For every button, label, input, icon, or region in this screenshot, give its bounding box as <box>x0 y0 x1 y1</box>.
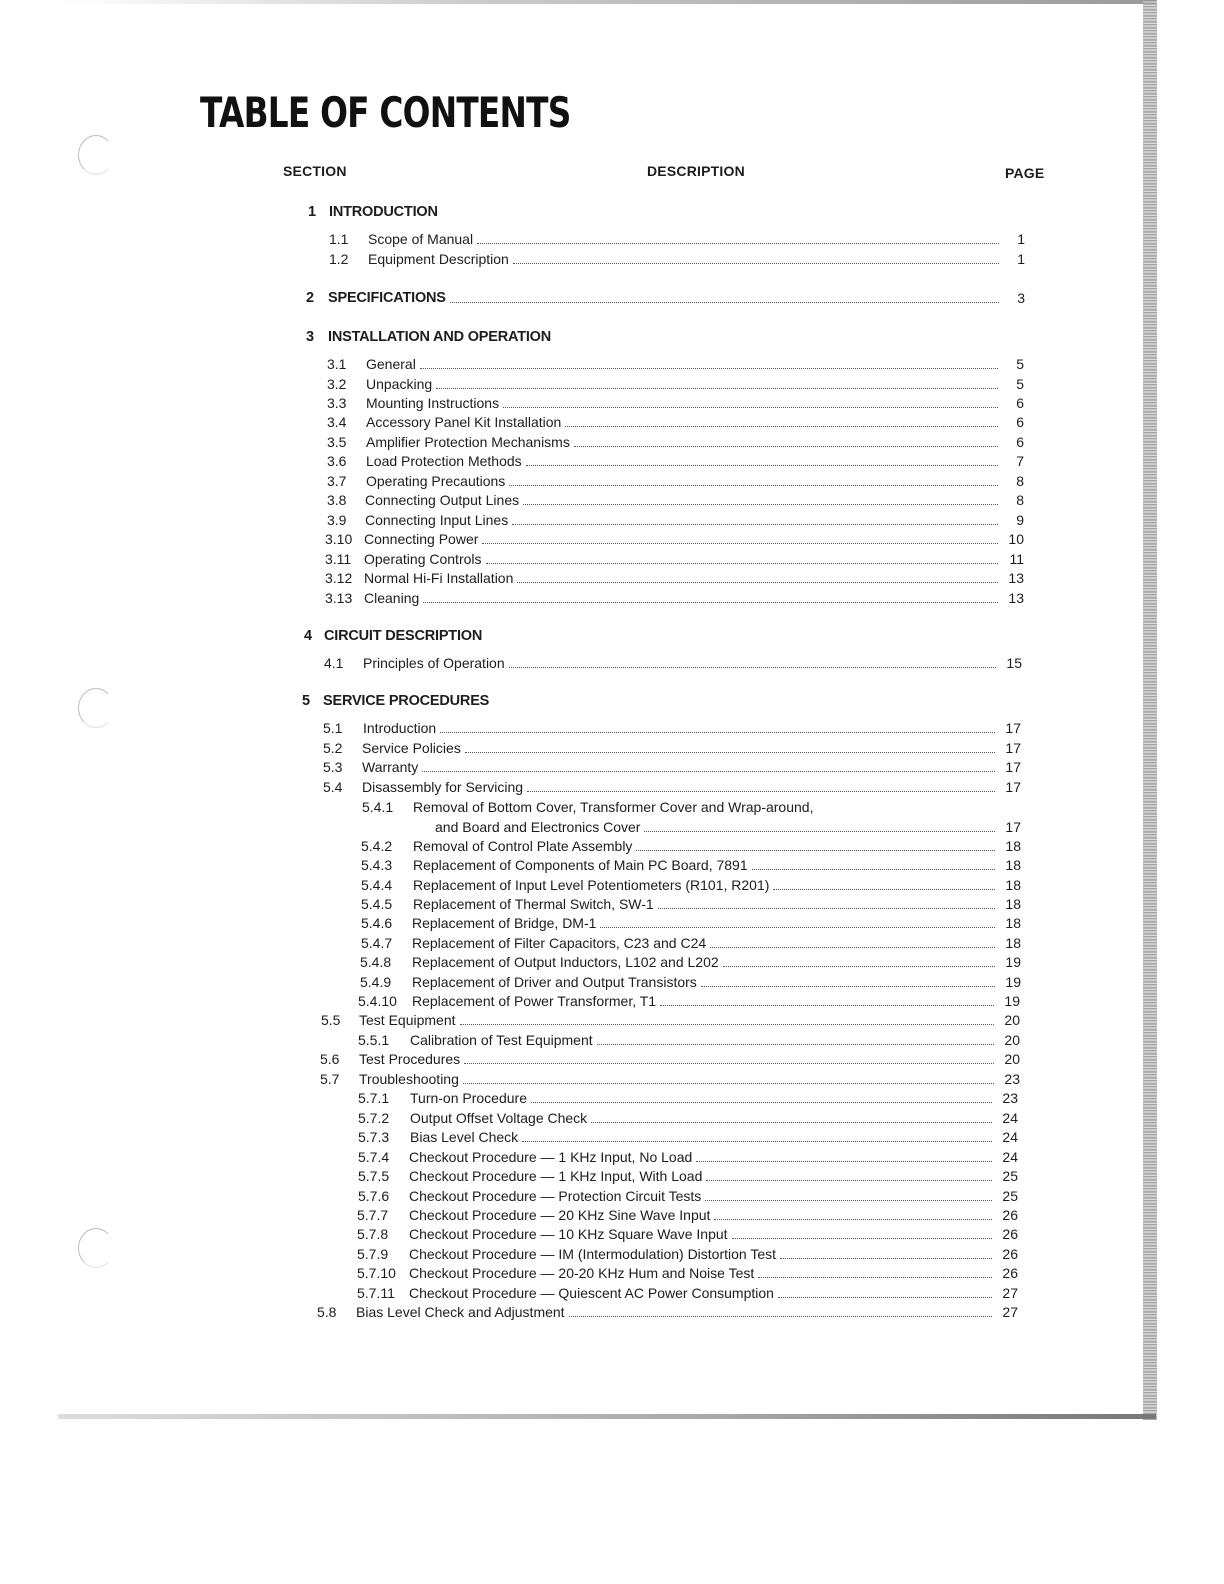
toc-entry-row <box>358 990 1020 1010</box>
toc-entry-page: 9 <box>1016 512 1024 528</box>
toc-entry-row <box>358 1126 1018 1146</box>
toc-entry-number: 5 <box>302 693 310 709</box>
toc-entry-number: 5.4.4 <box>361 877 393 893</box>
dot-leader <box>512 524 998 525</box>
toc-entry-number: 3.3 <box>327 395 347 411</box>
toc-entry-page: 18 <box>1005 877 1021 893</box>
dot-leader <box>597 1044 994 1045</box>
toc-entry-number: 5.5.1 <box>358 1032 390 1048</box>
toc-entry-label: Checkout Procedure — 1 KHz Input, With Load <box>409 1168 703 1184</box>
toc-entry-label: SPECIFICATIONS <box>328 290 446 306</box>
toc-entry-row <box>323 756 1021 776</box>
toc-entry-number: 5.4.5 <box>361 896 393 912</box>
dot-leader <box>517 582 998 583</box>
dot-leader <box>705 1200 992 1201</box>
toc-entry-number: 5.7.2 <box>358 1110 390 1126</box>
toc-entry-page: 17 <box>1005 740 1021 756</box>
toc-entry-row <box>323 717 1021 737</box>
toc-entry-page: 19 <box>1005 954 1021 970</box>
toc-entry-label: Replacement of Thermal Switch, SW-1 <box>413 896 654 912</box>
toc-section-row <box>306 287 1025 307</box>
toc-entry-label: Service Policies <box>362 740 461 756</box>
toc-entry-label: Warranty <box>362 759 419 775</box>
toc-entry-label: INTRODUCTION <box>329 204 438 220</box>
toc-entry-page: 18 <box>1005 838 1021 854</box>
toc-entry-label: Checkout Procedure — Protection Circuit Tests <box>409 1188 702 1204</box>
toc-entry-label: Checkout Procedure — 20-20 KHz Hum and Noise Test <box>409 1265 755 1281</box>
header-section: SECTION <box>283 163 347 179</box>
toc-entry-page: 5 <box>1016 376 1024 392</box>
toc-entry-page: 26 <box>1002 1226 1018 1242</box>
toc-entry-label: Amplifier Protection Mechanisms <box>366 434 570 450</box>
toc-entry-label: Replacement of Output Inductors, L102 and L202 <box>412 954 719 970</box>
toc-entry-row <box>357 1223 1018 1243</box>
page-title: TABLE OF CONTENTS <box>200 88 571 137</box>
toc-entry-number: 5.7.8 <box>357 1226 389 1242</box>
toc-entry-label: Accessory Panel Kit Installation <box>366 414 562 430</box>
toc-entry-label: Normal Hi-Fi Installation <box>364 570 514 586</box>
toc-entry-page: 26 <box>1002 1246 1018 1262</box>
toc-entry-label: Mounting Instructions <box>366 395 500 411</box>
toc-entry-number: 5.3 <box>323 759 343 775</box>
toc-entry-label: Checkout Procedure — 1 KHz Input, No Load <box>409 1149 693 1165</box>
toc-entry-row <box>361 932 1021 952</box>
toc-entry-number: 1 <box>308 204 316 220</box>
toc-entry-label: Troubleshooting <box>359 1071 459 1087</box>
toc-entry-page: 8 <box>1016 473 1024 489</box>
toc-entry-number: 3.8 <box>327 492 347 508</box>
toc-entry-row <box>327 392 1024 412</box>
header-description: DESCRIPTION <box>647 163 745 179</box>
toc-entry-row <box>321 1009 1020 1029</box>
dot-leader <box>513 263 999 264</box>
toc-entry-label-continuation: and Board and Electronics Cover <box>435 819 641 835</box>
dot-leader <box>440 732 995 733</box>
toc-entry-page: 24 <box>1002 1149 1018 1165</box>
toc-entry-label: Connecting Output Lines <box>365 492 520 508</box>
dot-leader <box>636 850 995 851</box>
toc-entry-page: 20 <box>1004 1012 1020 1028</box>
toc-entry-number: 2 <box>306 290 314 306</box>
toc-entry-label: Turn-on Procedure <box>410 1090 527 1106</box>
toc-entry-label: Replacement of Bridge, DM-1 <box>412 915 597 931</box>
toc-entry-page: 27 <box>1002 1285 1018 1301</box>
toc-entry-page: 5 <box>1016 356 1024 372</box>
toc-entry-row <box>361 893 1021 913</box>
toc-entry-page: 25 <box>1002 1168 1018 1184</box>
toc-entry-row <box>357 1262 1018 1282</box>
toc-entry-page: 18 <box>1005 935 1021 951</box>
toc-entry-row <box>357 1204 1018 1224</box>
toc-entry-label: INSTALLATION AND OPERATION <box>328 329 552 345</box>
toc-entry-page: 18 <box>1005 915 1021 931</box>
toc-entry-number: 5.7.7 <box>357 1207 389 1223</box>
toc-entry-page: 19 <box>1004 993 1020 1009</box>
toc-entry-number: 5.4.3 <box>361 857 393 873</box>
toc-entry-page: 19 <box>1005 974 1021 990</box>
toc-entry-number: 1.2 <box>329 251 349 267</box>
toc-entry-number: 5.7.5 <box>358 1168 390 1184</box>
dot-leader <box>522 1141 992 1142</box>
toc-entry-number: 5.4 <box>323 779 343 795</box>
toc-entry-row <box>329 228 1025 248</box>
toc-entry-row <box>327 353 1024 373</box>
toc-entry-row <box>327 450 1024 470</box>
toc-entry-number: 5.8 <box>317 1304 337 1320</box>
toc-entry-row <box>358 1107 1018 1127</box>
toc-entry-label: Principles of Operation <box>363 655 505 671</box>
toc-entry-page: 15 <box>1006 655 1022 671</box>
toc-entry-row <box>323 776 1021 796</box>
toc-entry-label: Load Protection Methods <box>366 453 522 469</box>
dot-leader <box>780 1258 992 1259</box>
toc-entry-page: 26 <box>1002 1207 1018 1223</box>
toc-entry-label: Checkout Procedure — IM (Intermodulation) Distortion Test <box>409 1246 777 1262</box>
toc-entry-number: 3.7 <box>327 473 347 489</box>
toc-entry-label: Bias Level Check and Adjustment <box>356 1304 565 1320</box>
toc-entry-page: 10 <box>1008 531 1024 547</box>
dot-leader <box>752 869 995 870</box>
toc-entry-label: Operating Precautions <box>366 473 506 489</box>
toc-entry-label: Bias Level Check <box>410 1129 519 1145</box>
toc-entry-number: 4 <box>304 628 312 644</box>
dot-leader <box>527 791 995 792</box>
toc-entry-label: Checkout Procedure — Quiescent AC Power Consumption <box>409 1285 774 1301</box>
dot-leader <box>477 243 999 244</box>
toc-entry-number: 4.1 <box>324 655 344 671</box>
dot-leader <box>710 947 995 948</box>
toc-entry-page: 17 <box>1005 759 1021 775</box>
toc-entry-label: Replacement of Components of Main PC Board, 7891 <box>413 857 748 873</box>
toc-entry-row <box>361 912 1021 932</box>
toc-entry-row <box>325 528 1024 548</box>
toc-entry-number: 3.13 <box>325 590 353 606</box>
dot-leader <box>569 1316 992 1317</box>
toc-entry-page: 20 <box>1004 1032 1020 1048</box>
toc-entry-row <box>325 567 1024 587</box>
toc-entry-number: 5.4.10 <box>358 993 397 1009</box>
toc-entry-row <box>361 854 1021 874</box>
toc-entry-number: 5.7.6 <box>358 1188 390 1204</box>
toc-entry-row <box>329 248 1025 268</box>
toc-entry-number: 5.7.4 <box>358 1149 390 1165</box>
toc-entry-label: Calibration of Test Equipment <box>410 1032 593 1048</box>
dot-leader <box>773 889 995 890</box>
toc-entry-number: 3.1 <box>327 356 347 372</box>
dot-leader <box>465 752 995 753</box>
toc-section-row <box>308 201 1030 221</box>
toc-entry-row <box>358 1185 1018 1205</box>
toc-entry-row <box>327 470 1024 490</box>
toc-entry-number: 5.7.10 <box>357 1265 396 1281</box>
toc-entry-row <box>325 548 1024 568</box>
toc-entry-row <box>327 411 1024 431</box>
dot-leader <box>701 986 995 987</box>
dot-leader <box>732 1238 992 1239</box>
toc-entry-number: 3.4 <box>327 414 347 430</box>
toc-entry-page: 1 <box>1017 231 1025 247</box>
toc-section-row <box>302 690 1030 710</box>
toc-entry-page: 24 <box>1002 1129 1018 1145</box>
toc-entry-page: 8 <box>1016 492 1024 508</box>
toc-entry-row <box>327 431 1024 451</box>
toc-entry-row <box>327 373 1024 393</box>
dot-leader <box>574 446 998 447</box>
toc-entry-number: 5.6 <box>320 1051 340 1067</box>
toc-entry-number: 5.4.7 <box>361 935 393 951</box>
toc-entry-number: 5.4.6 <box>361 915 393 931</box>
toc-entry-page: 3 <box>1017 290 1025 306</box>
toc-entry-row <box>358 1029 1020 1049</box>
toc-entry-page: 17 <box>1005 779 1021 795</box>
dot-leader <box>706 1180 992 1181</box>
toc-entry-label: Removal of Control Plate Assembly <box>413 838 633 854</box>
toc-entry-number: 5.2 <box>323 740 343 756</box>
toc-entry-number: 5.7.9 <box>357 1246 389 1262</box>
toc-entry-number: 5.4.1 <box>362 799 394 815</box>
dot-leader <box>422 771 995 772</box>
toc-entry-label: Unpacking <box>366 376 433 392</box>
dot-leader <box>778 1297 992 1298</box>
toc-entry-label: SERVICE PROCEDURES <box>323 693 490 709</box>
toc-entry-row <box>357 1243 1018 1263</box>
toc-entry-label: Replacement of Driver and Output Transistors <box>412 974 697 990</box>
toc-entry-row <box>325 587 1024 607</box>
dot-leader <box>658 908 995 909</box>
toc-entry-label: Equipment Description <box>368 251 509 267</box>
toc-entry-label: Output Offset Voltage Check <box>410 1110 588 1126</box>
toc-entry-label: Operating Controls <box>364 551 482 567</box>
toc-entry-number: 5.4.8 <box>360 954 392 970</box>
toc-entry-number: 3.12 <box>325 570 353 586</box>
toc-entry-page: 27 <box>1002 1304 1018 1320</box>
toc-entry-label: Connecting Input Lines <box>365 512 509 528</box>
toc-entry-row <box>362 796 1021 816</box>
toc-entry-label: Cleaning <box>364 590 420 606</box>
toc-entry-number: 1.1 <box>329 231 349 247</box>
toc-entry-label: Scope of Manual <box>368 231 474 247</box>
toc-entry-page: 17 <box>1005 720 1021 736</box>
dot-leader <box>696 1161 992 1162</box>
toc-entry-row <box>361 835 1021 855</box>
dot-leader <box>600 927 995 928</box>
dot-leader <box>758 1277 992 1278</box>
toc-entry-page: 1 <box>1017 251 1025 267</box>
dot-leader <box>436 388 998 389</box>
toc-entry-row <box>360 951 1021 971</box>
toc-entry-page: 20 <box>1004 1051 1020 1067</box>
dot-leader <box>450 302 999 303</box>
dot-leader <box>509 667 996 668</box>
toc-entry-label: General <box>366 356 416 372</box>
dot-leader <box>460 1024 995 1025</box>
dot-leader <box>644 831 995 832</box>
toc-entry-number: 5.1 <box>323 720 343 736</box>
toc-entry-label: Introduction <box>363 720 437 736</box>
toc-entry-number: 3.6 <box>327 453 347 469</box>
toc-entry-number: 3.10 <box>325 531 353 547</box>
toc-entry-number: 5.7.3 <box>358 1129 390 1145</box>
toc-entry-row <box>327 509 1024 529</box>
toc-entry-label: Replacement of Power Transformer, T1 <box>412 993 657 1009</box>
dot-leader <box>509 485 998 486</box>
toc-entry-continuation-row <box>435 816 1021 836</box>
dot-leader <box>482 543 998 544</box>
dot-leader <box>420 368 998 369</box>
toc-entry-row <box>317 1301 1018 1321</box>
toc-entry-row <box>324 652 1022 672</box>
toc-entry-number: 5.7.11 <box>357 1285 395 1301</box>
toc-entry-label: Checkout Procedure — 10 KHz Square Wave Input <box>409 1226 728 1242</box>
dot-leader <box>486 563 998 564</box>
toc-entry-page: 11 <box>1009 551 1024 567</box>
toc-entry-row <box>358 1087 1018 1107</box>
toc-entry-number: 3.5 <box>327 434 347 450</box>
toc-entry-page: 6 <box>1016 414 1024 430</box>
toc-entry-page: 7 <box>1016 453 1024 469</box>
toc-entry-number: 3.9 <box>327 512 347 528</box>
toc-entry-number: 3.2 <box>327 376 347 392</box>
toc-entry-row <box>323 737 1021 757</box>
toc-entry-label: Connecting Power <box>364 531 479 547</box>
toc-entry-page: 23 <box>1002 1090 1018 1106</box>
dot-leader <box>523 504 998 505</box>
toc-entry-page: 13 <box>1008 570 1024 586</box>
toc-entry-row <box>360 971 1021 991</box>
toc-entry-row <box>361 874 1021 894</box>
dot-leader <box>723 966 995 967</box>
toc-entry-page: 23 <box>1004 1071 1020 1087</box>
dot-leader <box>463 1083 994 1084</box>
toc-entry-label: Test Procedures <box>359 1051 461 1067</box>
toc-entry-label: Test Equipment <box>359 1012 456 1028</box>
toc-entry-row <box>358 1165 1018 1185</box>
toc-entry-page: 6 <box>1016 434 1024 450</box>
toc-entry-label: Disassembly for Servicing <box>362 779 524 795</box>
header-page: PAGE <box>1005 165 1045 181</box>
toc-entry-page: 18 <box>1005 857 1021 873</box>
toc-entry-page: 17 <box>1005 819 1021 835</box>
toc-entry-page: 25 <box>1002 1188 1018 1204</box>
toc-entry-page: 18 <box>1005 896 1021 912</box>
toc-entry-page: 26 <box>1002 1265 1018 1281</box>
toc-entry-number: 3 <box>306 329 314 345</box>
toc-entry-page: 13 <box>1008 590 1024 606</box>
dot-leader <box>531 1102 992 1103</box>
dot-leader <box>714 1219 992 1220</box>
toc-entry-number: 5.5 <box>321 1012 341 1028</box>
toc-entry-label: CIRCUIT DESCRIPTION <box>324 628 483 644</box>
toc-entry-number: 3.11 <box>325 551 352 567</box>
dot-leader <box>503 407 998 408</box>
toc-entry-number: 5.4.9 <box>360 974 392 990</box>
toc-entry-number: 5.7 <box>320 1071 340 1087</box>
toc-entry-label: Removal of Bottom Cover, Transformer Cover and Wrap-around, <box>413 799 814 815</box>
dot-leader <box>423 602 998 603</box>
dot-leader <box>464 1063 994 1064</box>
toc-entry-row <box>358 1146 1018 1166</box>
toc-entry-number: 5.7.1 <box>358 1090 390 1106</box>
toc-entry-label: Replacement of Input Level Potentiometers (R101, R201) <box>413 877 770 893</box>
toc-entry-label: Checkout Procedure — 20 KHz Sine Wave Input <box>409 1207 711 1223</box>
toc-entry-label: Replacement of Filter Capacitors, C23 and C24 <box>412 935 707 951</box>
dot-leader <box>660 1005 994 1006</box>
toc-entry-page: 24 <box>1002 1110 1018 1126</box>
toc-entry-row <box>320 1048 1020 1068</box>
dot-leader <box>526 465 998 466</box>
toc-entry-page: 6 <box>1016 395 1024 411</box>
toc-section-row <box>304 625 1030 645</box>
toc-entry-row <box>357 1282 1018 1302</box>
toc-entry-number: 5.4.2 <box>361 838 393 854</box>
toc-entry-row <box>320 1068 1020 1088</box>
dot-leader <box>591 1122 992 1123</box>
toc-section-row <box>306 326 1030 346</box>
dot-leader <box>565 426 998 427</box>
toc-entry-row <box>327 489 1024 509</box>
